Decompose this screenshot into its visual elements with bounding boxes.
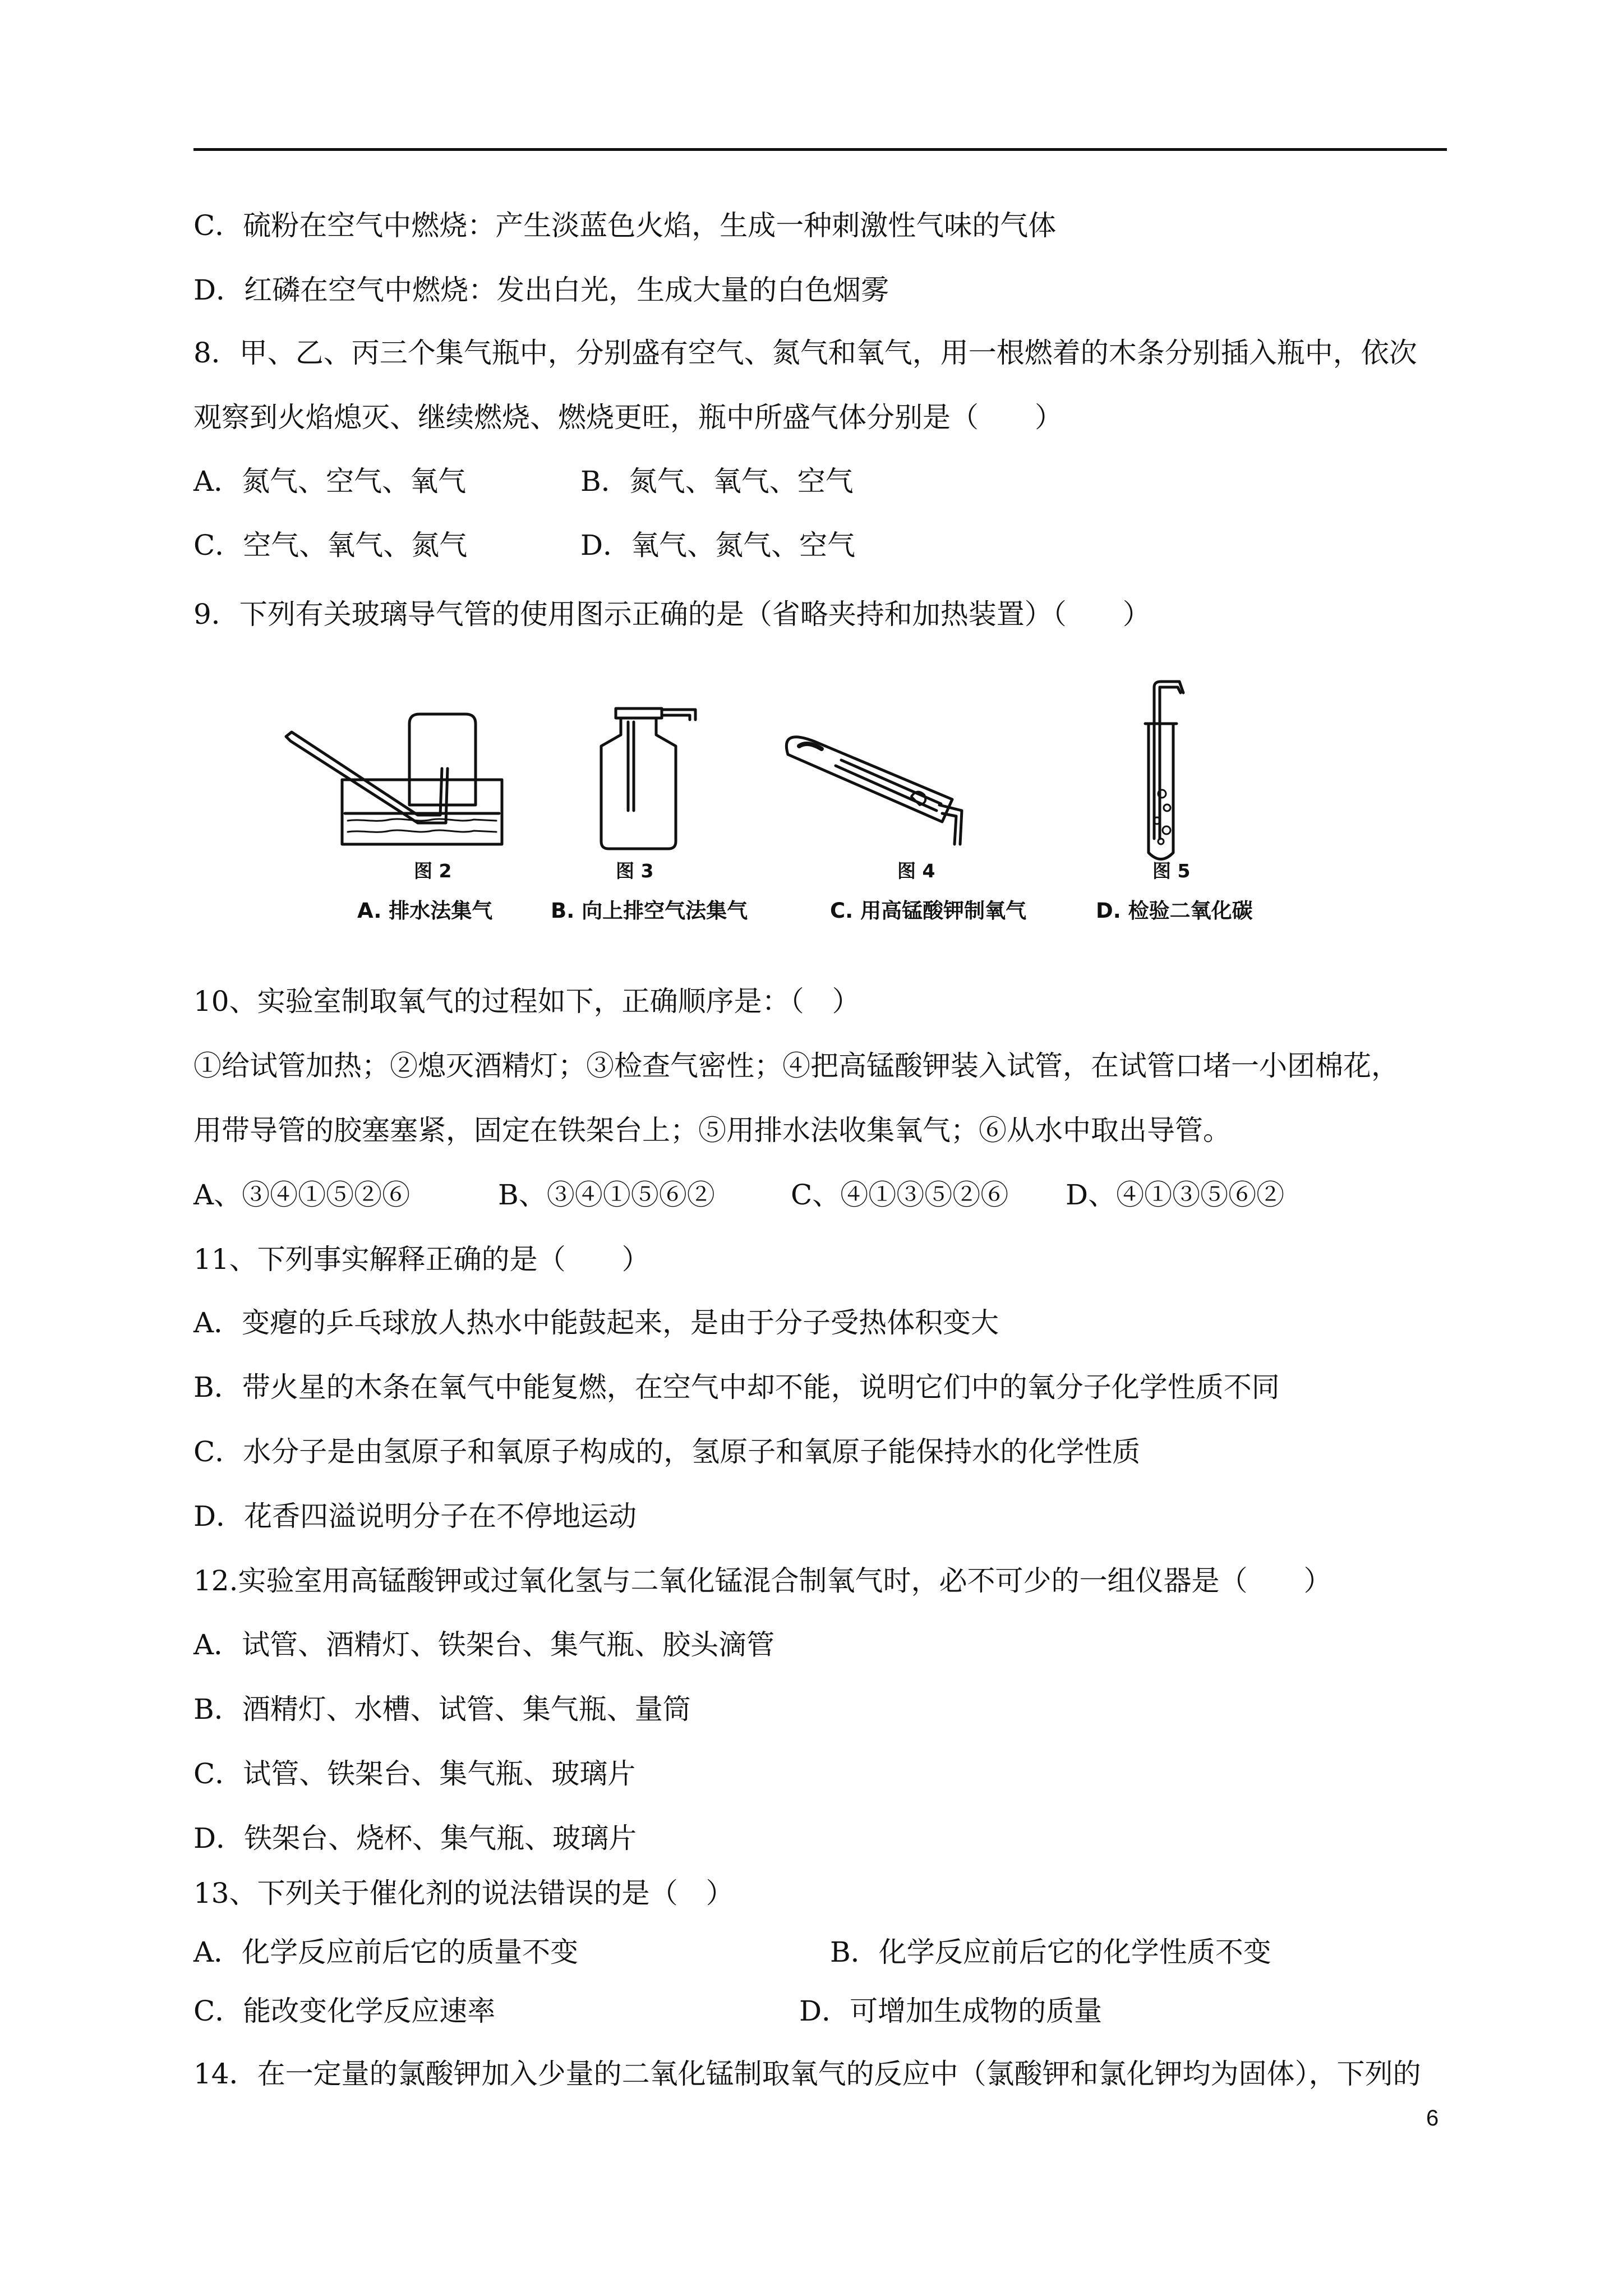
q10-option-d: D、④①③⑤⑥② [1066, 1179, 1285, 1211]
q10-stem: 10、实验室制取氧气的过程如下，正确顺序是：（ ） [193, 985, 860, 1018]
q13-stem: 13、下列关于催化剂的说法错误的是（ ） [193, 1877, 734, 1910]
fig-caption-b: B. 向上排空气法集气 [551, 899, 748, 923]
q12-option-d: D．铁架台、烧杯、集气瓶、玻璃片 [193, 1822, 637, 1855]
q8-option-a: A．氮气、空气、氧气 [193, 465, 467, 498]
q11-option-a: A．变瘪的乒乓球放人热水中能鼓起来，是由于分子受热体积变大 [193, 1306, 999, 1339]
q10-steps-cont: 用带导管的胶塞塞紧，固定在铁架台上；⑤用排水法收集氧气；⑥从水中取出导管。 [193, 1114, 1231, 1147]
fig-label-5: 图 5 [1152, 860, 1191, 882]
q13-option-b: B．化学反应前后它的化学性质不变 [830, 1936, 1271, 1968]
q8-stem-cont: 观察到火焰熄灭、继续燃烧、燃烧更旺，瓶中所盛气体分别是（ ） [193, 401, 1063, 434]
q8-option-c: C．空气、氧气、氮气 [193, 529, 468, 562]
q11-option-c: C．水分子是由氢原子和氧原子构成的，氢原子和氧原子能保持水的化学性质 [193, 1435, 1141, 1468]
q7-option-d: D．红磷在空气中燃烧：发出白光，生成大量的白色烟雾 [193, 274, 889, 306]
q10-steps: ①给试管加热；②熄灭酒精灯；③检查气密性；④把高锰酸钾装入试管，在试管口堵一小团棉花， [193, 1050, 1399, 1082]
fig-caption-c: C. 用高锰酸钾制氧气 [830, 899, 1027, 923]
fig-caption-d: D. 检验二氧化碳 [1096, 899, 1253, 923]
q9-stem: 9．下列有关玻璃导气管的使用图示正确的是（省略夹持和加热装置）（ ） [193, 598, 1151, 631]
q14-stem: 14．在一定量的氯酸钾加入少量的二氧化锰制取氧气的反应中（氯酸钾和氯化钾均为固体），下列的 [193, 2058, 1421, 2090]
fig-label-3: 图 3 [616, 860, 654, 882]
page-number: 6 [1426, 2106, 1439, 2131]
q8-option-b: B．氮气、氧气、空气 [580, 465, 854, 498]
q10-option-a: A、③④①⑤②⑥ [193, 1179, 411, 1211]
q13-option-d: D．可增加生成物的质量 [799, 1995, 1103, 2027]
q12-option-a: A．试管、酒精灯、铁架台、集气瓶、胶头滴管 [193, 1628, 775, 1661]
fig-label-2: 图 2 [414, 860, 452, 882]
q12-option-c: C．试管、铁架台、集气瓶、玻璃片 [193, 1757, 636, 1790]
q7-option-c: C．硫粉在空气中燃烧：产生淡蓝色火焰，生成一种刺激性气味的气体 [193, 209, 1057, 242]
test-tube-apparatus [786, 737, 962, 844]
q11-option-b: B．带火星的木条在氧气中能复燃，在空气中却不能，说明它们中的氧分子化学性质不同 [193, 1371, 1280, 1404]
q8-stem: 8．甲、乙、丙三个集气瓶中，分别盛有空气、氮气和氧气，用一根燃着的木条分别插入瓶中，依次 [193, 337, 1417, 369]
q10-option-b: B、③④①⑤⑥② [498, 1179, 715, 1211]
fig-caption-a: A. 排水法集气 [357, 899, 493, 923]
q10-option-c: C、④①③⑤②⑥ [791, 1179, 1009, 1211]
header-rule [193, 148, 1447, 151]
q13-option-a: A．化学反应前后它的质量不变 [193, 1936, 579, 1968]
q11-option-d: D．花香四溢说明分子在不停地运动 [193, 1500, 637, 1533]
q8-option-d: D．氧气、氮气、空气 [580, 529, 856, 562]
gas-bottle-apparatus [601, 708, 695, 849]
co2-test-apparatus [1145, 682, 1183, 859]
q9-figure [269, 670, 1335, 940]
q12-stem: 12.实验室用高锰酸钾或过氧化氢与二氧化锰混合制氧气时，必不可少的一组仪器是（ ） [193, 1565, 1332, 1597]
fig-label-4: 图 4 [897, 860, 935, 882]
q11-stem: 11、下列事实解释正确的是（ ） [193, 1243, 650, 1276]
water-trough-apparatus [286, 714, 502, 844]
q12-option-b: B．酒精灯、水槽、试管、集气瓶、量筒 [193, 1693, 691, 1726]
q13-option-c: C．能改变化学反应速率 [193, 1995, 496, 2027]
